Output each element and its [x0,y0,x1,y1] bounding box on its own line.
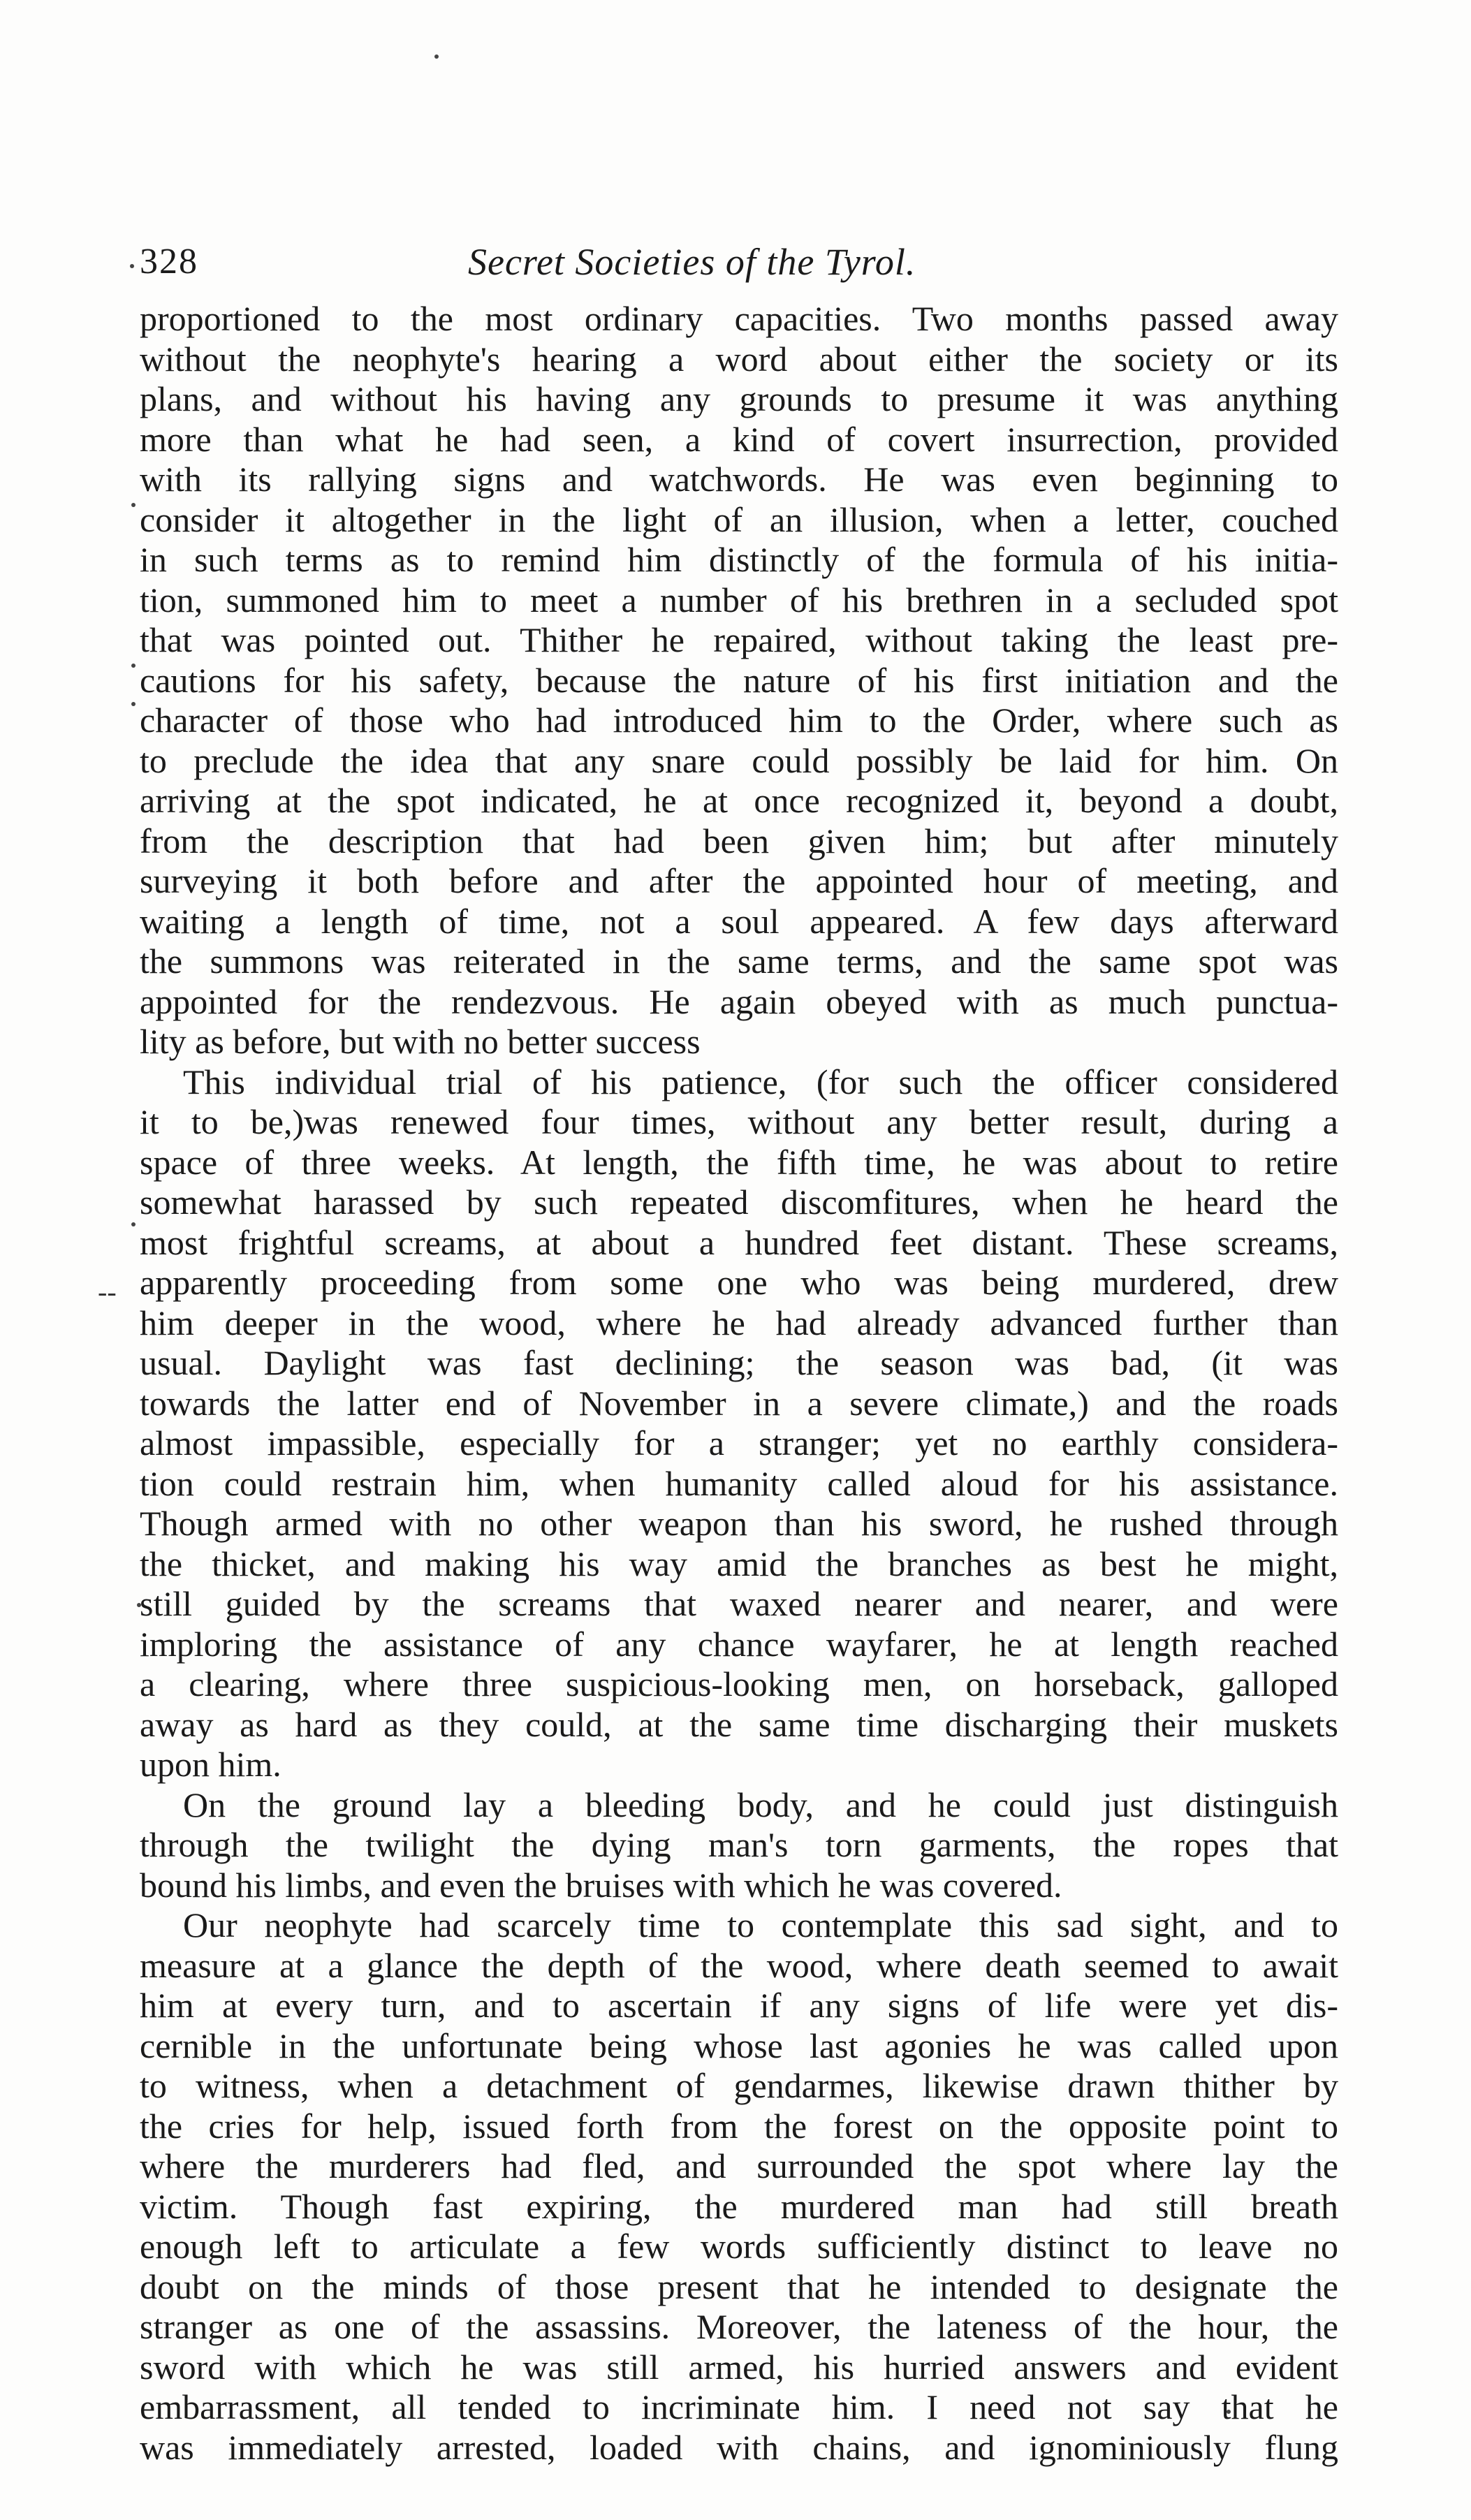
text-line: This individual trial of his patience, (for such the officer considered [183,1062,1338,1101]
text-line: bound his limbs, and even the bruises with which he was covered. [140,1865,1062,1905]
text-line: enough left to articulate a few words sufficiently distinct to leave no [140,2227,1338,2266]
text-line: through the twilight the dying man's torn garments, the ropes that [140,1825,1338,1864]
body-text [140,299,1338,2468]
print-speck [131,503,136,507]
text-line: appointed for the rendezvous. He again obeyed with as much punctua- [140,981,1338,1021]
text-line: somewhat harassed by such repeated discomfitures, when he heard the [140,1182,1338,1222]
text-line: him deeper in the wood, where he had already advanced further than [140,1303,1338,1342]
text-line: doubt on the minds of those present that he intended to designate the [140,2266,1338,2306]
text-line: arriving at the spot indicated, he at once recognized it, beyond a doubt, [140,781,1338,820]
text-line: consider it altogether in the light of an illusion, when a letter, couched [140,499,1338,539]
text-line: still guided by the screams that waxed nearer and nearer, and were [140,1584,1338,1623]
text-line: tion could restrain him, when humanity called aloud for his assistance. [140,1463,1338,1503]
text-line: Our neophyte had scarcely time to contemplate this sad sight, and to [183,1905,1338,1944]
text-line: surveying it both before and after the appointed hour of meeting, and [140,861,1338,900]
text-line: to preclude the idea that any snare could possibly be laid for him. On [140,740,1338,780]
text-line: imploring the assistance of any chance wayfarer, he at length reached [140,1624,1338,1664]
text-line: in such terms as to remind him distinctly of the formula of his initia- [140,540,1338,579]
paragraph-3 [140,1785,1338,1906]
text-line: apparently proceeding from some one who was being murdered, drew [140,1263,1338,1302]
text-line: towards the latter end of November in a severe climate,) and the roads [140,1383,1338,1423]
text-line: stranger as one of the assassins. Moreover, the lateness of the hour, the [140,2307,1338,2346]
print-speck [131,702,136,706]
page-number: 328 [140,242,198,281]
print-speck [131,1222,136,1226]
text-line: to witness, when a detachment of gendarmes, likewise drawn thither by [140,2066,1338,2105]
text-line: Though armed with no other weapon than his sword, he rushed through [140,1504,1338,1543]
text-line: victim. Though fast expiring, the murdered man had still breath [140,2186,1338,2226]
text-line: tion, summoned him to meet a number of his brethren in a secluded spot [140,580,1338,620]
text-line: plans, and without his having any grounds to presume it was anything [140,379,1338,418]
print-speck [131,664,136,668]
margin-mark: -- [98,1276,117,1307]
text-line: him at every turn, and to ascertain if any signs of life were yet dis- [140,1986,1338,2025]
text-line: the summons was reiterated in the same terms, and the same spot was [140,942,1338,981]
text-line: cernible in the unfortunate being whose last agonies he was called upon [140,2025,1338,2065]
text-line: was immediately arrested, loaded with chains, and ignominiously flung [140,2427,1338,2467]
text-line: where the murderers had fled, and surrounded the spot where lay the [140,2146,1338,2185]
text-line: measure at a glance the depth of the wood, where death seemed to await [140,1945,1338,1985]
text-line: On the ground lay a bleeding body, and he could just distinguish [183,1785,1338,1824]
print-speck [434,54,439,59]
text-line: the cries for help, issued forth from the forest on the opposite point to [140,2106,1338,2146]
text-line: sword with which he was still armed, his hurried answers and evident [140,2347,1338,2387]
text-line: upon him. [140,1745,281,1784]
text-line: the thicket, and making his way amid the branches as best he might, [140,1544,1338,1583]
paragraph-2 [140,1062,1338,1785]
text-line: character of those who had introduced him to the Order, where such as [140,701,1338,740]
text-line: usual. Daylight was fast declining; the season was bad, (it was [140,1343,1338,1382]
running-head: Secret Societies of the Tyrol. [468,241,916,283]
text-line: without the neophyte's hearing a word about either the society or its [140,339,1338,379]
text-line: cautions for his safety, because the nature of his first initiation and the [140,660,1338,700]
text-line: proportioned to the most ordinary capacities. Two months passed away [140,299,1338,338]
text-line: from the description that had been given him; but after minutely [140,821,1338,860]
text-line: a clearing, where three suspicious-looking men, on horseback, galloped [140,1664,1338,1704]
text-line: embarrassment, all tended to incriminate him. I need not say that he [140,2387,1338,2426]
text-line: that was pointed out. Thither he repaired, without taking the least pre- [140,620,1338,659]
text-line: away as hard as they could, at the same time discharging their muskets [140,1704,1338,1744]
text-line: space of three weeks. At length, the fifth time, he was about to retire [140,1142,1338,1182]
page-header [140,237,1338,286]
paragraph-1 [140,299,1338,1062]
text-line: most frightful screams, at about a hundred feet distant. These screams, [140,1222,1338,1262]
text-line: more than what he had seen, a kind of covert insurrection, provided [140,419,1338,459]
paragraph-4 [140,1905,1338,2468]
print-speck [130,264,134,268]
text-line: it to be,)was renewed four times, without any better result, during a [140,1102,1338,1141]
text-line: waiting a length of time, not a soul appeared. A few days afterward [140,901,1338,941]
text-line: lity as before, but with no better success [140,1022,701,1061]
text-line: almost impassible, especially for a stranger; yet no earthly considera- [140,1423,1338,1463]
text-line: with its rallying signs and watchwords. He was even beginning to [140,460,1338,499]
